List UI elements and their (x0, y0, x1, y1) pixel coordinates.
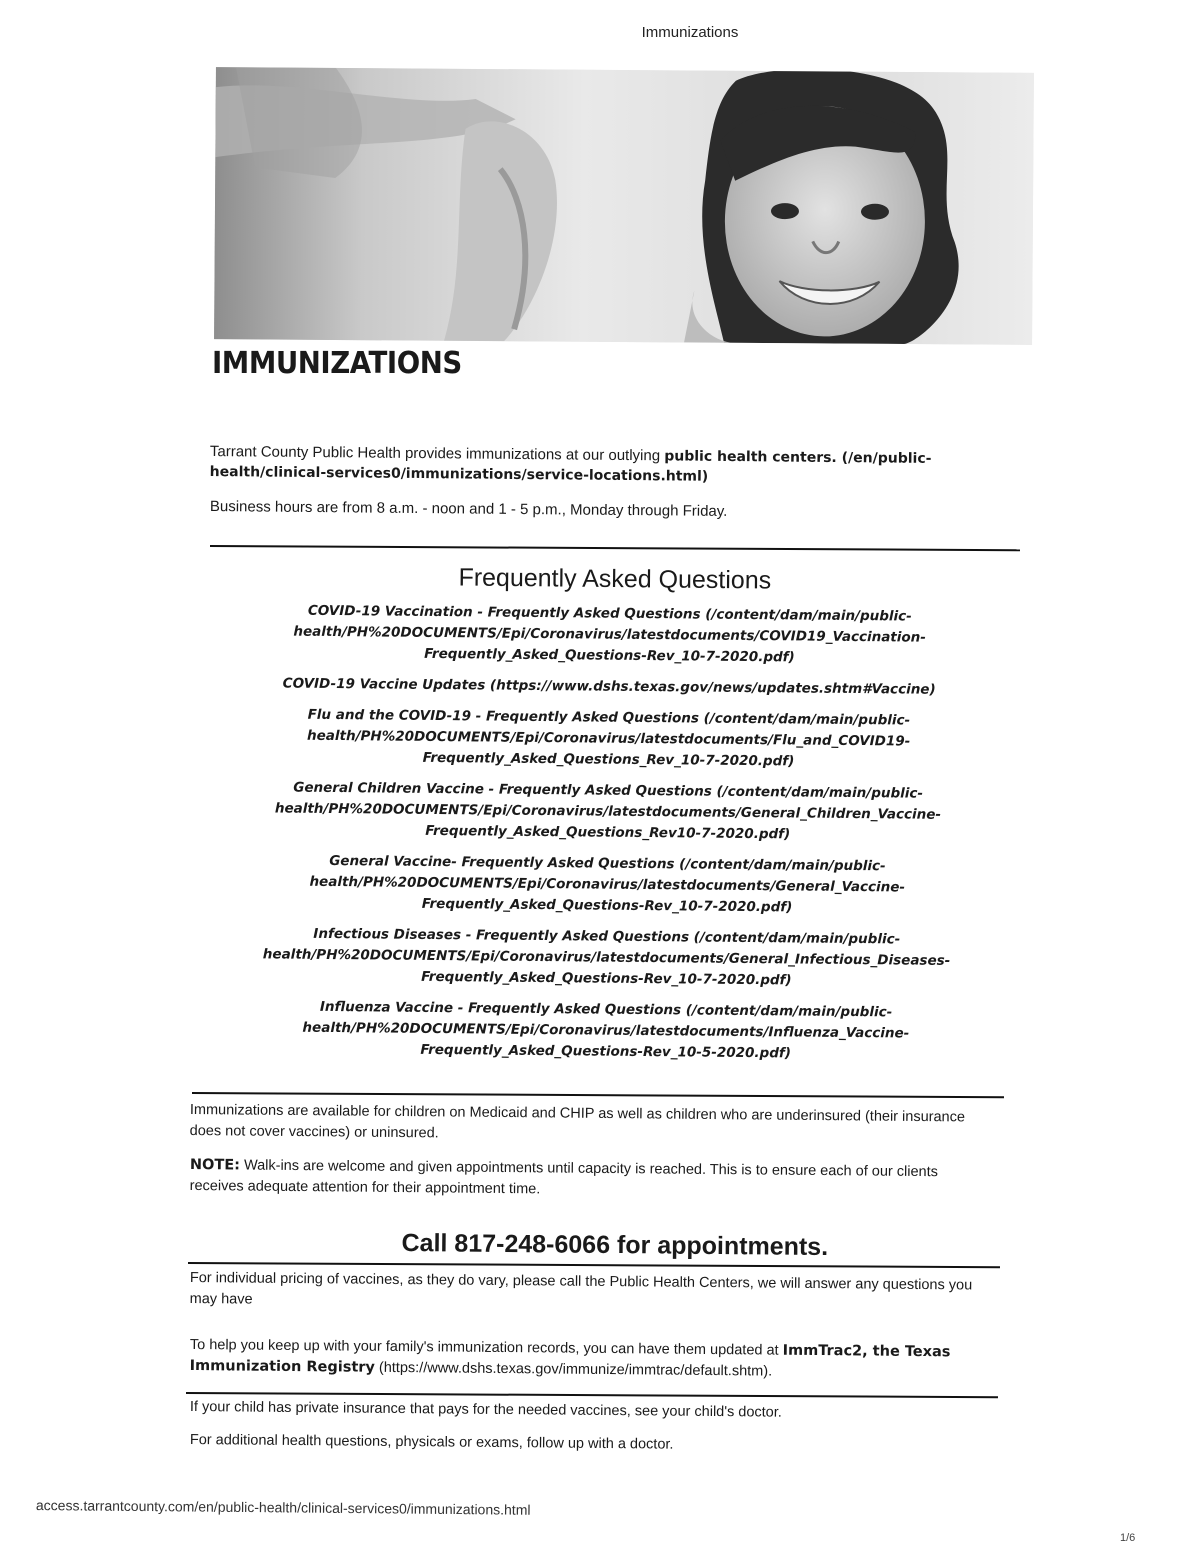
footer-url: access.tarrantcounty.com/en/public-health/clinical-services0/immunizations.html (35, 1497, 531, 1518)
private-insurance-text: If your child has private insurance that pays for the needed vaccines, see your child's doctor. (189, 1398, 782, 1421)
faq-link-influenza-vaccine[interactable]: Influenza Vaccine - Frequently Asked Questions (/content/dam/main/public-health/PH%20DOCUMENTS/Epi/Coronavirus/latestdocuments/Influenza_Vaccine-Frequently_Asked_Questions-Rev_10-5-2020.pdf) (302, 998, 910, 1062)
faq-item[interactable] (229, 673, 989, 701)
faq-item[interactable] (229, 600, 990, 670)
faq-item[interactable] (228, 704, 989, 774)
additional-questions-text: For additional health questions, physicals or exams, follow up with a doctor. (189, 1431, 674, 1453)
divider (210, 545, 1020, 551)
faq-link-general-children-vaccine[interactable]: General Children Vaccine - Frequently Asked Questions (/content/dam/main/public-health/PH%20DOCUMENTS/Epi/Coronavirus/latestdocuments/General_Children_Vaccine-Frequently_Asked_Questions_Rev10-7-2020.pdf) (274, 779, 942, 843)
print-header-title: Immunizations (641, 24, 739, 41)
divider (188, 1262, 1000, 1268)
faq-link-infectious-diseases[interactable]: Infectious Diseases - Frequently Asked Questions (/content/dam/main/public-health/PH%20DOCUMENTS/Epi/Coronavirus/latestdocuments/General_Infectious_Diseases-Frequently_Asked_Questions-Rev_10-7-2020.pdf) (262, 925, 951, 989)
faq-link-covid-vaccine-updates[interactable]: COVID-19 Vaccine Updates (https://www.dshs.texas.gov/news/updates.shtm#Vaccine) (282, 675, 936, 698)
business-hours: Business hours are from 8 a.m. - noon and 1 - 5 p.m., Monday through Friday. (209, 498, 728, 520)
faq-link-flu-covid[interactable]: Flu and the COVID-19 - Frequently Asked Questions (/content/dam/main/public-health/PH%20DOCUMENTS/Epi/Coronavirus/latestdocuments/Flu_and_COVID19-Frequently_Asked_Questions_Rev_10-7-2020.pdf) (306, 706, 911, 770)
note-paragraph (190, 1155, 980, 1205)
child-photo-icon (214, 67, 1034, 345)
intro-paragraph (210, 442, 990, 489)
eligibility-text: Immunizations are available for children on Medicaid and CHIP as well as children who are underinsured (their insurance does not cover vaccines) or uninsured. (189, 1101, 966, 1142)
faq-link-covid-vaccination[interactable]: COVID-19 Vaccination - Frequently Asked Questions (/content/dam/main/public-health/PH%20DOCUMENTS/Epi/Coronavirus/latestdocuments/COVID19_Vaccination-Frequently_Asked_Questions-Rev_10-7-2020.pdf) (293, 602, 926, 666)
call-for-appointments: Call 817-248-6066 for appointments. (401, 1228, 829, 1262)
page-title: IMMUNIZATIONS (212, 346, 462, 381)
faq-link-general-vaccine[interactable]: General Vaccine- Frequently Asked Questions (/content/dam/main/public-health/PH%20DOCUMENTS/Epi/Coronavirus/latestdocuments/General_Vaccine-Frequently_Asked_Questions-Rev_10-7-2020.pdf) (309, 852, 906, 916)
immtrac-link[interactable]: ImmTrac2, the Texas Immunization Registry (189, 1342, 951, 1376)
faq-list (225, 600, 989, 1076)
public-health-centers-link[interactable]: public health centers. (/en/public-health/clinical-services0/immunizations/service-locations.html) (209, 448, 932, 485)
note-label: NOTE: (189, 1156, 241, 1174)
immtrac-url[interactable]: (https://www.dshs.texas.gov/immunize/immtrac/default.shtm). (374, 1359, 773, 1380)
faq-item[interactable] (228, 777, 989, 847)
divider (192, 1092, 1004, 1098)
note-text: Walk-ins are welcome and given appointments until capacity is reached. This is to ensure each of our clients receives adequate attention for their appointment time. (189, 1157, 938, 1198)
registry-text: To help you keep up with your family's immunization records, you can have them updated at (189, 1336, 783, 1359)
hero-child-photo (214, 67, 1034, 345)
page-number: 1/6 (1120, 1532, 1136, 1544)
faq-item[interactable] (226, 996, 987, 1066)
registry-paragraph (190, 1335, 980, 1385)
intro-text: Tarrant County Public Health provides immunizations at our outlying (209, 442, 665, 465)
faq-heading: Frequently Asked Questions (458, 563, 772, 595)
faq-item[interactable] (227, 850, 988, 920)
faq-item[interactable] (226, 923, 987, 993)
pricing-text: For individual pricing of vaccines, as they do vary, please call the Public Health Centers, we will answer any questions you may have (189, 1269, 973, 1308)
